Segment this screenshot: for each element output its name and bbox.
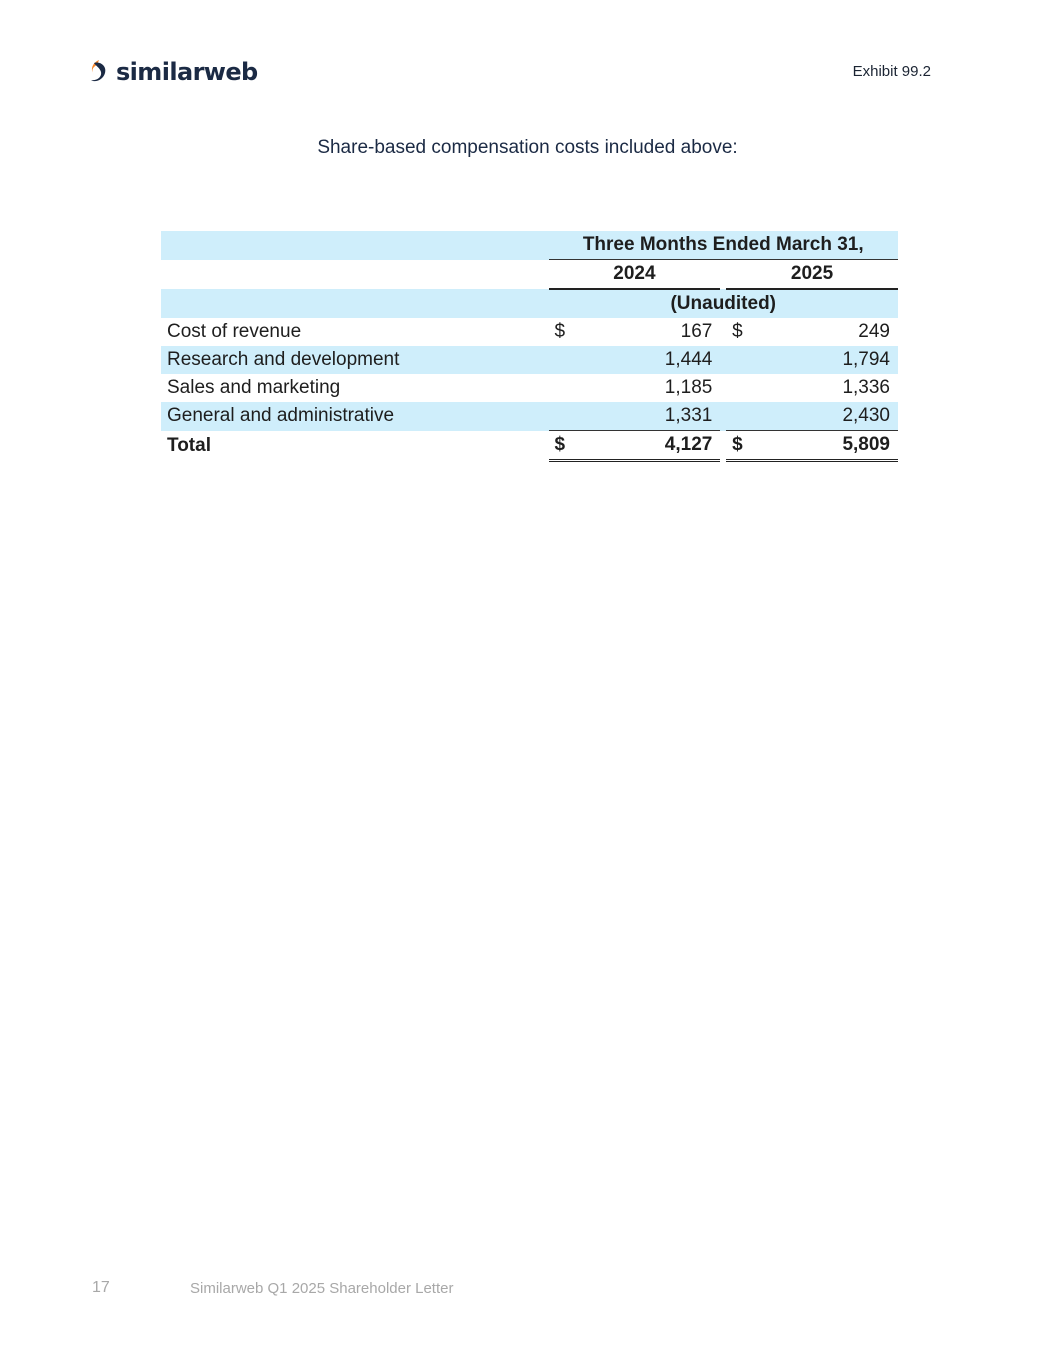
value-2025: 1,794 <box>842 349 890 370</box>
share-based-compensation-table <box>161 231 898 462</box>
row-label: Cost of revenue <box>167 321 302 342</box>
unaudited-note: (Unaudited) <box>670 293 777 314</box>
table-row <box>161 346 898 374</box>
year-2025-header: 2025 <box>726 260 898 290</box>
exhibit-label: Exhibit 99.2 <box>852 63 931 80</box>
row-label: General and administrative <box>167 405 395 427</box>
period-header: Three Months Ended March 31, <box>549 231 899 260</box>
value-2024: 167 <box>680 321 713 342</box>
total-2024: 4,127 <box>576 431 720 461</box>
value-2025: 2,430 <box>754 402 898 431</box>
currency-sign: $ <box>554 321 566 342</box>
similarweb-logo-icon <box>88 59 110 85</box>
total-row <box>161 431 898 461</box>
value-2025: 249 <box>858 321 890 342</box>
value-2025: 1,336 <box>842 377 890 398</box>
table-header-row-years <box>161 260 898 290</box>
table-row <box>161 318 898 346</box>
value-2024: 1,185 <box>664 377 713 398</box>
logo-wordmark: similarweb <box>116 58 258 86</box>
currency-sign: $ <box>732 321 743 342</box>
page-number: 17 <box>92 1279 110 1296</box>
total-2025: 5,809 <box>754 431 898 461</box>
table-row <box>161 402 898 431</box>
currency-sign: $ <box>549 431 577 461</box>
currency-sign: $ <box>726 431 754 461</box>
year-2024-header: 2024 <box>549 260 721 290</box>
value-2024: 1,444 <box>664 349 713 370</box>
table-caption: Share-based compensation costs included above: <box>317 137 738 158</box>
table-header-row-audit <box>161 289 898 318</box>
value-2024: 1,331 <box>576 402 720 431</box>
table-header-row-period <box>161 231 898 260</box>
similarweb-logo <box>88 58 258 86</box>
row-label: Research and development <box>167 349 400 370</box>
table-row <box>161 374 898 402</box>
footer-title: Similarweb Q1 2025 Shareholder Letter <box>190 1280 454 1297</box>
total-label: Total <box>167 434 211 456</box>
row-label: Sales and marketing <box>167 377 341 398</box>
